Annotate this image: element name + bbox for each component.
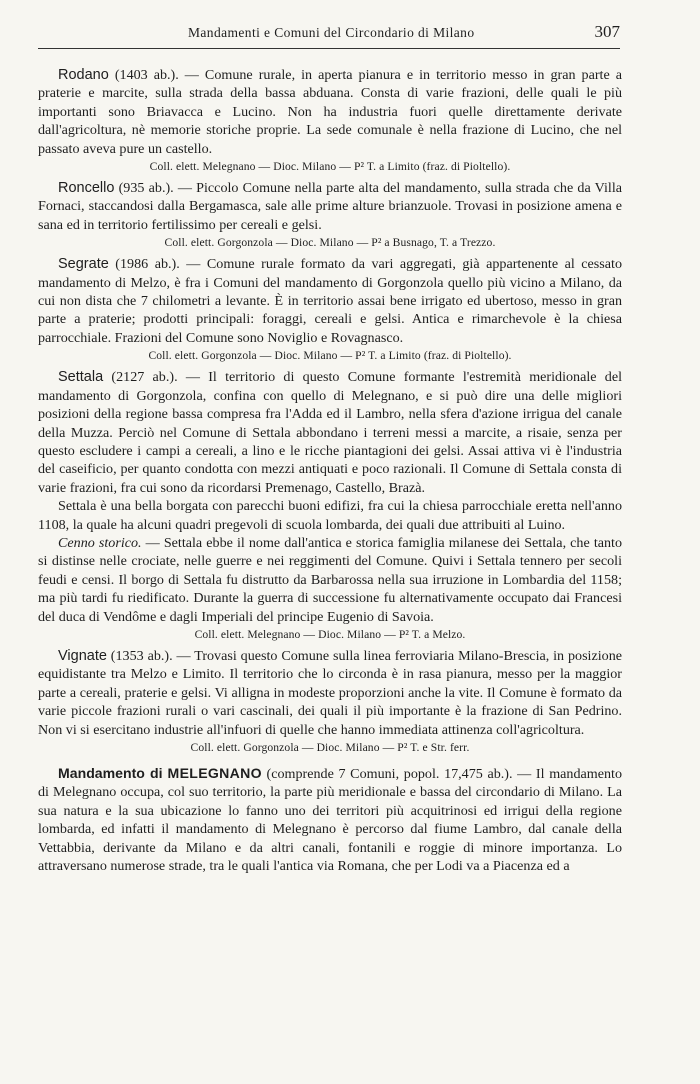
entry-paragraph: [38, 66, 622, 158]
entry-settala: [38, 368, 622, 643]
entry-text: (1986 ab.). — Comune rurale formato da vari aggregati, già appartenente al cessato mandamento di Melzo, è fra i Comuni del mandamento di Gorgonzola quello più vicino a Milano, da cui non dista che 7 chilometri a levante. È in territorio assai bene irrigato ed ubertoso, messo in gran parte a praterie; prodotti principali: foraggi, cereali e gelsi. Antica e rimarchevole è la chiesa parrocchiale. Frazioni del Comune sono Noviglio e Rovagnasco.: [38, 256, 622, 346]
entry-text: (1353 ab.). — Trovasi questo Comune sulla linea ferroviaria Milano-Brescia, in posizione equidistante tra Melzo e Limito. Il territorio che lo circonda è in rasa pianura, messo per la maggior parte a cereali, praterie e gelsi. Vi alligna in modeste proporzioni anche la vite. Il Comune è formato da varie piccole frazioni rurali o vari cascinali, dei quali il più importante è la frazione di San Pedrino. Non vi si esercitano industrie all'infuori di quelle che hanno immediata attinenza coll'agricoltura.: [38, 647, 622, 738]
comune-name: Vignate: [58, 647, 107, 664]
comune-name: Segrate: [58, 256, 109, 273]
entry-paragraph: [38, 255, 622, 347]
electoral-info: Coll. elett. Gorgonzola — Dioc. Milano — P² T. e Str. ferr.: [190, 741, 470, 754]
electoral-info: Coll. elett. Gorgonzola — Dioc. Milano — P² a Busnago, T. a Trezzo.: [164, 236, 496, 250]
entry-paragraph: [38, 647, 622, 739]
entry-paragraph: [38, 179, 622, 234]
historical-note-label: Cenno storico.: [58, 534, 142, 551]
entry-text: (935 ab.). — Piccolo Comune nella parte alta del mandamento, sulla strada che da Villa Fornaci, staccandosi dalla Bergamasca, sale alle prime alture brianzuole. Trovasi in posizione amena e sana ed in territorio fertilissimo per cereali e gelsi.: [38, 180, 622, 233]
mandamento-name: MELEGNANO: [167, 765, 262, 781]
electoral-info: Coll. elett. Gorgonzola — Dioc. Milano — P² T. a Limito (fraz. di Pioltello).: [148, 349, 512, 363]
mandamento-paragraph: [38, 764, 622, 875]
entry-paragraph: [38, 368, 622, 497]
electoral-info: Coll. elett. Melegnano — Dioc. Milano — P² T. a Melzo.: [194, 627, 466, 641]
entry-segrate: [38, 255, 622, 364]
comune-name: Settala: [58, 369, 104, 386]
electoral-info: Coll. elett. Melegnano — Dioc. Milano — P² T. a Limito (fraz. di Pioltello).: [149, 160, 511, 174]
comune-name: Roncello: [58, 180, 115, 197]
entry-roncello: [38, 179, 622, 251]
page-body: [38, 66, 622, 875]
entry-text: (1403 ab.). — Comune rurale, in aperta pianura e in territorio messo in gran parte a praterie e marcite, sulla strada della bassa abduana. Consta di varie frazioni, delle quali le più importanti sono Briavacca e Lucino. Non ha industria fuori quelle direttamente derivate dall'agricoltura, nè memorie storiche proprie. La sede comunale è nella frazione di Lucino, che nel passato aveva pure un castello.: [38, 67, 622, 157]
entry-text: (2127 ab.). — Il territorio di questo Comune formante l'estremità meridionale del mandamento di Gorgonzola, confina con quello di Melegnano, e si può dire una delle migliori posizioni della regione bassa compresa fra l'Adda ed il Lambro, nella sfera d'azione irrigua del canale della Muzza. Perciò nel Comune di Settala abbondano i terreni messi a marcite, a risaie, senza per questo escludere i campi a cereali, a lino e le ricche piantagioni dei gelsi. Assai attiva vi è l'industria del caseificio, per quanto condotta con mezzi antiquati e poco razionali. Il Comune di Settala consta di varie frazioni, fra cui sono da ricordarsi Premenago, Castello, Brazà.: [38, 369, 622, 496]
mandamento-section: [38, 764, 622, 875]
mandamento-text: (comprende 7 Comuni, popol. 17,475 ab.). — Il mandamento di Melegnano occupa, col suo territorio, la parte più meridionale e bassa del circondario di Milano. La sua natura e la sua ubicazione lo fanno uno dei territori più acquitrinosi ed irrigui della regione lombarda, ed infatti il mandamento di Melegnano è percorso dal fiume Lambro, dal canale della Vettabbia, derivante da Milano e da altri canali, fontanili e roggie di minore importanza. Lo attraversano numerose strade, tra le quali l'antica via Romana, che per Lodi va a Piacenza ed a: [38, 766, 622, 875]
comune-name: Rodano: [58, 67, 109, 83]
running-header: [38, 22, 620, 49]
historical-note: [38, 534, 622, 626]
page-number: 307: [594, 22, 620, 41]
entry-vignate: [38, 647, 622, 756]
header-title: Mandamenti e Comuni del Circondario di Milano: [188, 25, 475, 40]
entry-paragraph: Settala è una bella borgata con parecchi buoni edifizi, fra cui la chiesa parrocchiale eretta nell'anno 1108, la quale ha alcuni quadri pregevoli di scuola lombarda, dei quali due attribuiti al Luino.: [38, 498, 622, 533]
mandamento-label: Mandamento di: [58, 765, 168, 781]
historical-note-text: — Settala ebbe il nome dall'antica e storica famiglia milanese dei Settala, che tanto si distinse nelle crociate, nelle guerre e nei reggimenti del Comune. Quivi i Settala tennero per secoli feudi e censi. Il borgo di Settala fu distrutto da Barbarossa nella sua irruzione in Lombardia del 1158; ma più tardi fu riedificato. Durante la guerra di successione fu alternativamente occupato dai Francesi del duca di Vendôme e dagli Imperiali del principe Eugenio di Savoia.: [38, 534, 622, 625]
entry-rodano: [38, 66, 622, 175]
